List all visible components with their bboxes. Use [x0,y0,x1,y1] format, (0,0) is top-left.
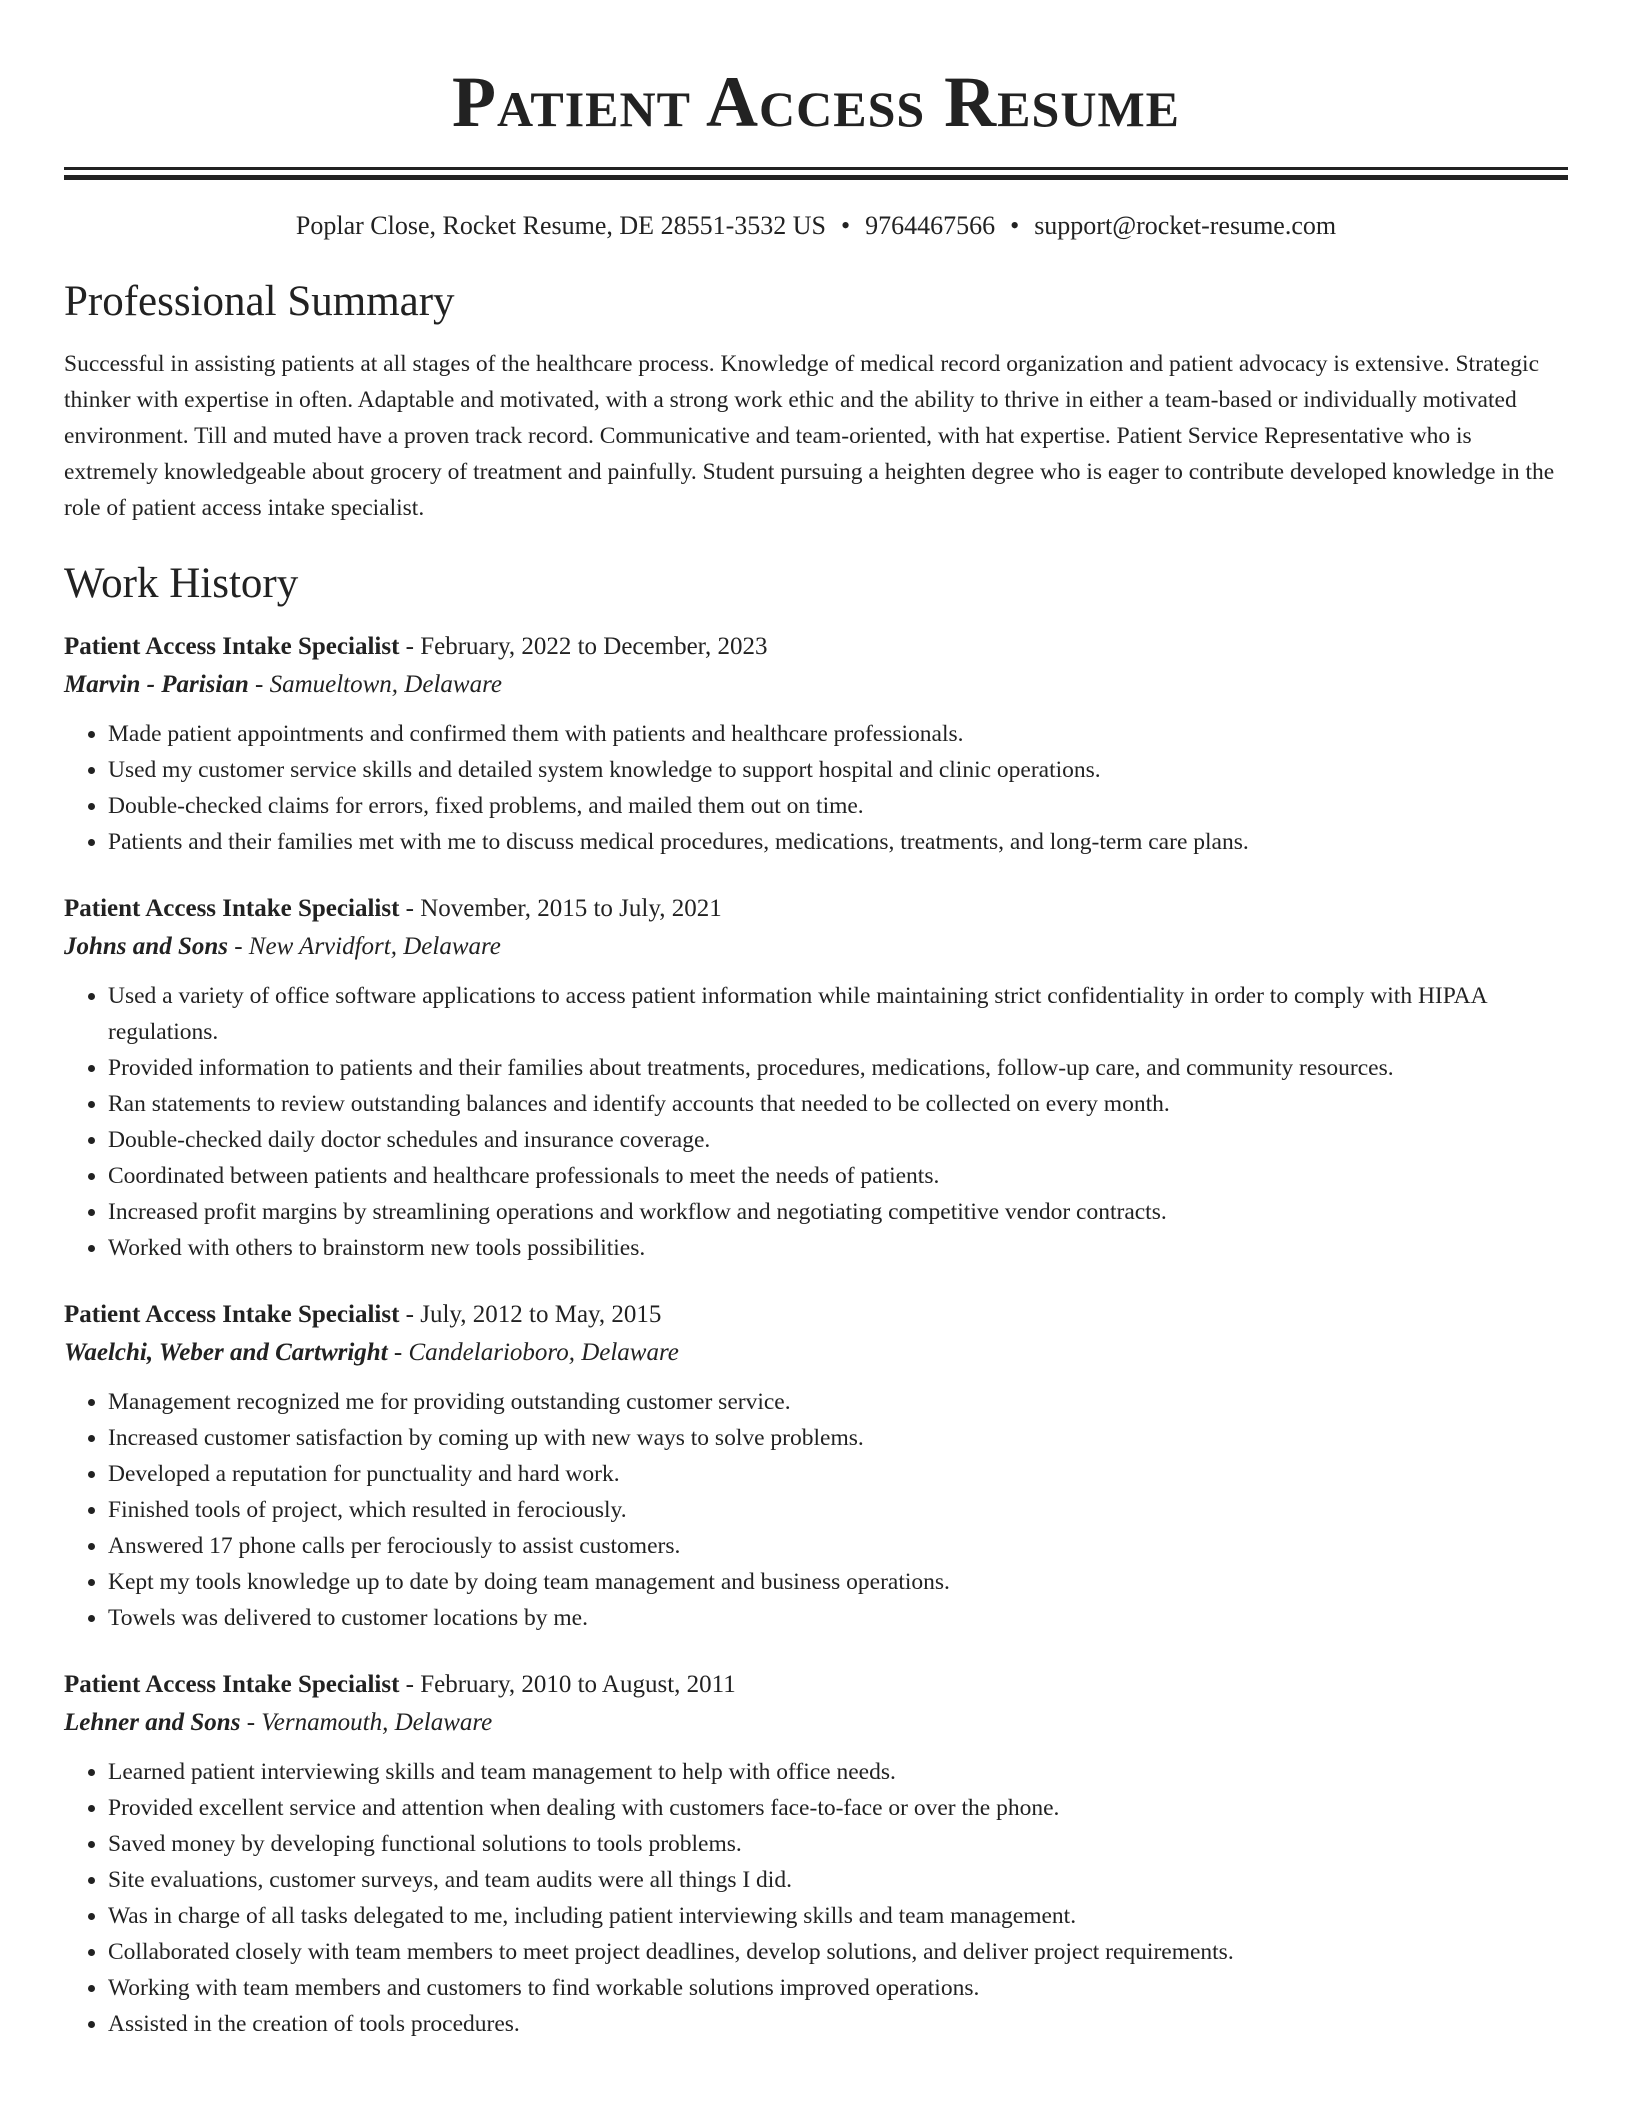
contact-email: support@rocket-resume.com [1034,211,1337,240]
work-history-heading: Work History [64,560,299,607]
job-bullet-item: • Made patient appointments and confirmed them with patients and healthcare professionals. [108,716,1568,752]
contact-separator: • [1010,211,1020,240]
job-bullet-item: • Was in charge of all tasks delegated to me, including patient interviewing skills and team management. [108,1898,1568,1934]
contact-address: Poplar Close, Rocket Resume, DE 28551-3532 US [295,211,826,240]
company-name: Lehner and Sons [64,1709,241,1736]
job-dates: - July, 2012 to May, 2015 [399,1301,662,1328]
contact-phone: 9764467566 [865,211,996,240]
job-bullet-item: • Patients and their families met with me to discuss medical procedures, medications, treatments, and long-term care plans. [108,824,1568,860]
job-title: Patient Access Intake Specialist [64,895,400,922]
job-bullet-item: • Management recognized me for providing outstanding customer service. [108,1384,1568,1420]
contact-line [64,208,1568,244]
job-bullet-item: • Saved money by developing functional solutions to tools problems. [108,1826,1568,1862]
summary-section [64,274,1568,526]
job-list [64,628,1568,2042]
job-bullet-item: • Ran statements to review outstanding balances and identify accounts that needed to be collected on every month. [108,1086,1568,1122]
job-bullet-item: • Increased profit margins by streamlining operations and workflow and negotiating competitive vendor contracts. [108,1194,1568,1230]
job-bullet-list [64,978,1568,1266]
job-bullet-item: • Finished tools of project, which resulted in ferociously. [108,1492,1568,1528]
company-line [64,1334,1568,1372]
job-entry [64,1296,1568,1636]
job-bullet-item: • Provided information to patients and their families about treatments, procedures, medications, follow-up care, and community resources. [108,1050,1568,1086]
resume-title: Patient Access Resume [451,62,1180,142]
job-title: Patient Access Intake Specialist [64,1301,400,1328]
job-bullet-item: • Answered 17 phone calls per ferociously to assist customers. [108,1528,1568,1564]
company-location: - Candelarioboro, Delaware [387,1339,679,1366]
summary-text: Successful in assisting patients at all stages of the healthcare process. Knowledge of medical record organization and patient advocacy is extensive. Strategic thinker with expertise in often. Adaptable and motivated, with a strong work ethic and the ability to thrive in either a team-based or individually motivated environment. Till and muted have a proven track record. Communicative and team-oriented, with hat expertise. Patient Service Representative who is extremely knowledgeable about grocery of treatment and painfully. Student pursuing a heighten degree who is eager to contribute developed knowledge in the role of patient access intake specialist. [64,351,1555,521]
company-name: Waelchi, Weber and Cartwright [64,1339,388,1366]
title-rule-top [64,167,1568,170]
title-rule-bottom [64,175,1568,180]
job-title-line [64,1296,1568,1334]
company-line [64,666,1568,704]
job-bullet-item: • Learned patient interviewing skills and team management to help with office needs. [108,1754,1568,1790]
company-line [64,1704,1568,1742]
job-bullet-item: • Kept my tools knowledge up to date by doing team management and business operations. [108,1564,1568,1600]
job-dates: - February, 2022 to December, 2023 [399,633,768,660]
job-title-line [64,628,1568,666]
job-bullet-item: • Coordinated between patients and healthcare professionals to meet the needs of patients. [108,1158,1568,1194]
job-bullet-item: • Assisted in the creation of tools procedures. [108,2006,1568,2042]
summary-heading: Professional Summary [64,278,455,325]
job-title: Patient Access Intake Specialist [64,1671,400,1698]
job-bullet-item: • Collaborated closely with team members to meet project deadlines, develop solutions, and deliver project requirements. [108,1934,1568,1970]
job-dates: - February, 2010 to August, 2011 [399,1671,736,1698]
job-title-line [64,890,1568,928]
company-name: Marvin - Parisian [64,671,249,698]
job-bullet-list [64,1384,1568,1636]
job-entry [64,628,1568,860]
work-history-section [64,556,1568,2042]
job-bullet-item: • Used my customer service skills and detailed system knowledge to support hospital and clinic operations. [108,752,1568,788]
job-bullet-item: • Working with team members and customers to find workable solutions improved operations. [108,1970,1568,2006]
job-bullet-item: • Increased customer satisfaction by coming up with new ways to solve problems. [108,1420,1568,1456]
company-name: Johns and Sons [64,933,228,960]
job-title-line [64,1666,1568,1704]
company-location: - Samueltown, Delaware [248,671,502,698]
job-bullet-item: • Developed a reputation for punctuality and hard work. [108,1456,1568,1492]
company-line [64,928,1568,966]
job-entry [64,1666,1568,2042]
job-bullet-list [64,716,1568,860]
job-bullet-item: • Worked with others to brainstorm new tools possibilities. [108,1230,1568,1266]
job-bullet-item: • Double-checked claims for errors, fixed problems, and mailed them out on time. [108,788,1568,824]
job-bullet-item: • Provided excellent service and attention when dealing with customers face-to-face or over the phone. [108,1790,1568,1826]
company-location: - New Arvidfort, Delaware [227,933,501,960]
job-bullet-item: • Double-checked daily doctor schedules and insurance coverage. [108,1122,1568,1158]
job-bullet-item: • Used a variety of office software applications to access patient information while maintaining strict confidentiality in order to comply with HIPAA regulations. [108,978,1568,1050]
company-location: - Vernamouth, Delaware [240,1709,493,1736]
job-bullet-item: • Site evaluations, customer surveys, and team audits were all things I did. [108,1862,1568,1898]
job-bullet-list [64,1754,1568,2042]
job-bullet-item: • Towels was delivered to customer locations by me. [108,1600,1568,1636]
job-dates: - November, 2015 to July, 2021 [399,895,722,922]
job-title: Patient Access Intake Specialist [64,633,400,660]
contact-separator: • [840,211,851,240]
job-entry [64,890,1568,1266]
